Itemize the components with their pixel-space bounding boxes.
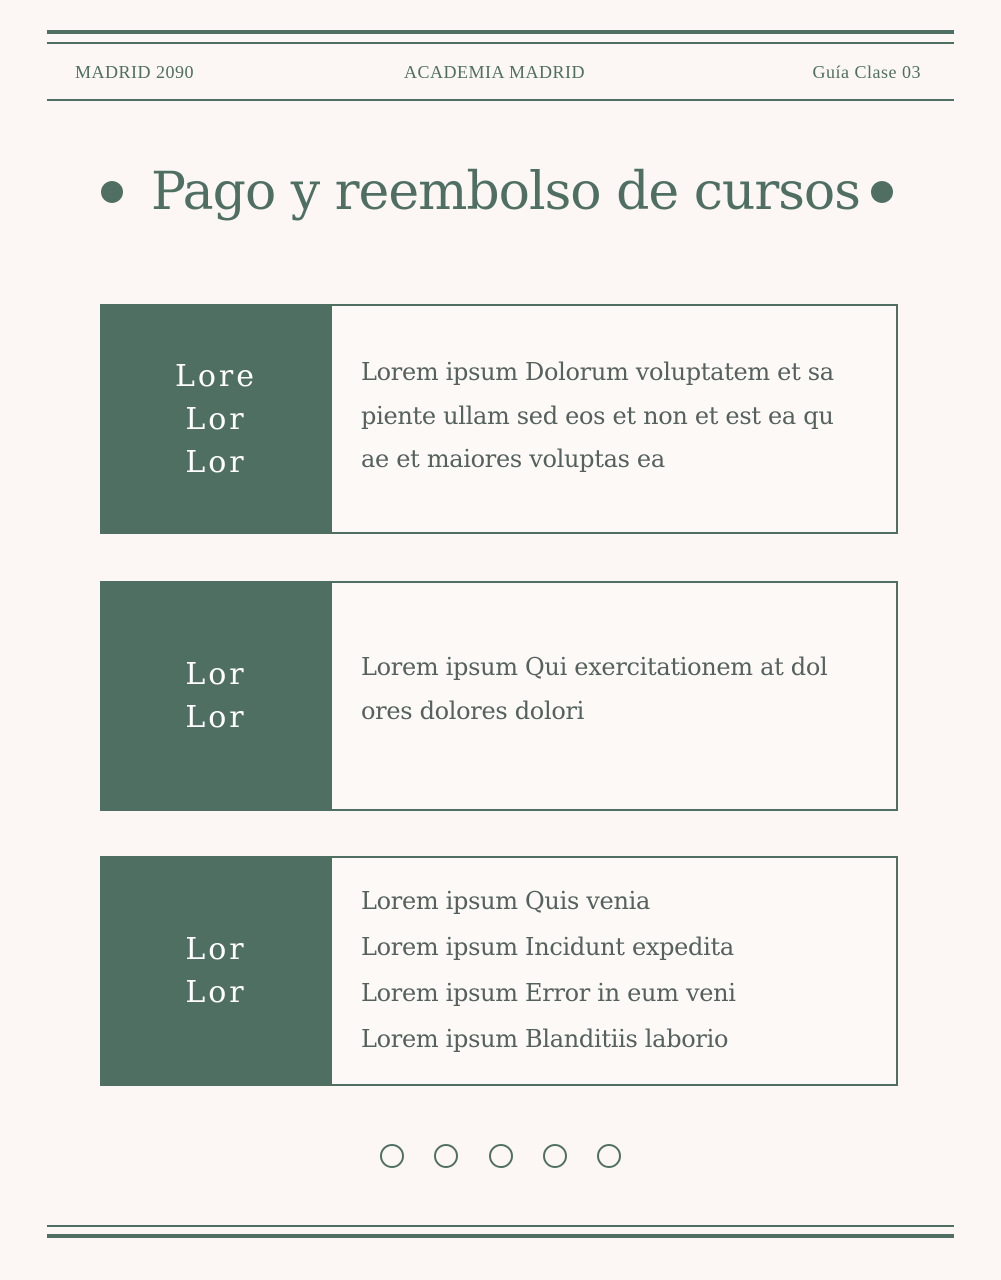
card-body-text <box>361 646 871 733</box>
card-label-line: Lor <box>185 657 247 692</box>
info-card-3 <box>100 856 898 1086</box>
header-right-text: Guía Clase 03 <box>812 62 921 82</box>
card-body-line: Lorem ipsum Quis venia <box>361 887 651 915</box>
card-body-line: Lorem ipsum Blanditiis laborio <box>361 1025 729 1053</box>
card-label-line: Lor <box>185 700 247 735</box>
card-label-line: Lor <box>185 932 247 967</box>
card-body-line: Lorem ipsum Incidunt expedita <box>361 933 734 961</box>
page-title: Pago y reembolso de cursos <box>151 162 860 222</box>
info-card-1 <box>100 304 898 534</box>
card-label-line: Lor <box>185 401 247 437</box>
card-body-text <box>361 351 871 482</box>
header-left-text: MADRID 2090 <box>75 62 195 82</box>
page-dot-icon[interactable] <box>489 1144 513 1168</box>
card-label-line: Lore <box>174 358 258 394</box>
header-center-text: ACADEMIA MADRID <box>404 62 586 82</box>
card-body-line: Lorem ipsum Qui exercitationem at dol <box>361 653 828 681</box>
page-dot-icon[interactable] <box>597 1144 621 1168</box>
page-dot-icon[interactable] <box>543 1144 567 1168</box>
card-label-line: Lor <box>185 975 247 1010</box>
page-dot-icon[interactable] <box>434 1144 458 1168</box>
card-label-block <box>100 856 332 1086</box>
info-card-2 <box>100 581 898 811</box>
bottom-rule-thick <box>47 1234 954 1238</box>
card-label-block <box>100 581 332 811</box>
card-label-line: Lor <box>185 444 247 480</box>
bullet-dot-icon <box>101 181 123 203</box>
bullet-dot-icon <box>871 181 893 203</box>
card-body-text <box>361 878 871 1062</box>
card-body-line: ores dolores dolori <box>361 696 585 725</box>
card-body-line: piente ullam sed eos et non et est ea qu <box>361 401 834 430</box>
page-title-row <box>0 155 1001 230</box>
top-rule-thick <box>47 30 954 34</box>
card-body-line: Lorem ipsum Dolorum voluptatem et sa <box>361 358 834 386</box>
header-bottom-rule <box>47 99 954 101</box>
card-body-line: ae et maiores voluptas ea <box>361 445 665 473</box>
bottom-rule-thin <box>47 1225 954 1227</box>
card-label-block <box>100 304 332 534</box>
top-rule-thin <box>47 42 954 44</box>
page-dot-icon[interactable] <box>380 1144 404 1168</box>
card-body-line: Lorem ipsum Error in eum veni <box>361 979 736 1007</box>
